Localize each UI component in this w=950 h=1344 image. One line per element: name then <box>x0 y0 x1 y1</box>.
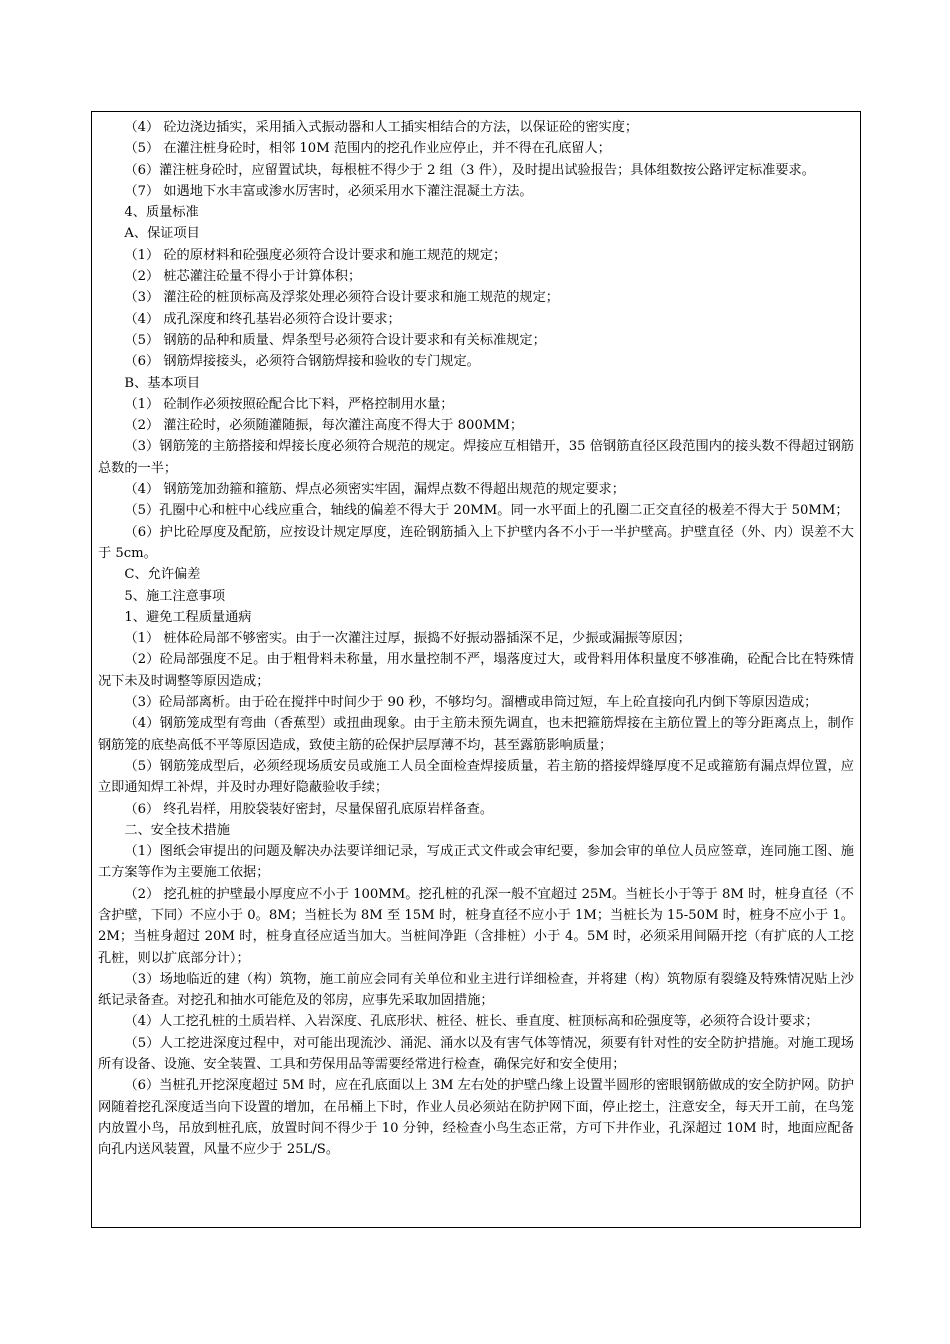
paragraph: （3）钢筋笼的主筋搭接和焊接长度必须符合规范的规定。焊接应互相错开，35 倍钢筋直径区段范围内的接头数不得超过钢筋总数的一半； <box>98 439 854 476</box>
paragraph: （3）场地临近的建（构）筑物，施工前应会同有关单位和业主进行详细检查，并将建（构）筑物原有裂缝及特殊情况贴上沙纸记录备查。对挖孔和抽水可能危及的邻房，应事先采取加固措施； <box>98 971 854 1009</box>
paragraph: （6）护比砼厚度及配筋，应按设计规定厚度，连砼钢筋插入上下护壁内各不小于一半护壁高。护壁直径（外、内）误差不大于 5cm。 <box>98 524 854 561</box>
paragraph: （1） 桩体砼局部不够密实。由于一次灌注过厚，振捣不好振动器插深不足，少振或漏振等原因； <box>124 631 691 647</box>
paragraph: （6）灌注桩身砼时，应留置试块，每根桩不得少于 2 组（3 件），及时提出试验报告；具体组数按公路评定标准要求。 <box>124 162 815 178</box>
paragraph: （6） 钢筋焊接接头，必须符合钢筋焊接和验收的专门规定。 <box>124 354 480 370</box>
paragraph: （1）图纸会审提出的问题及解决办法要详细记录，写成正式文件或会审纪要，参加会审的单位人员应签章，连同施工图、施工方案等作为主要施工依据； <box>98 844 854 881</box>
subsection-heading: B、基本项目 <box>124 375 201 391</box>
paragraph: （4） 成孔深度和终孔基岩必须符合设计要求； <box>124 311 401 327</box>
paragraph: （5） 钢筋的品种和质量、焊条型号必须符合设计要求和有关标准规定； <box>124 332 546 348</box>
subsection-heading: A、保证项目 <box>124 226 200 242</box>
paragraph: （5）人工挖进深度过程中，对可能出现流沙、涌泥、涌水以及有害气体等情况，须要有针对性的安全防护措施。对施工现场所有设备、设施、安全装置、工具和劳保用品等需要经常进行检查，确保完好和安全使用； <box>98 1035 854 1073</box>
paragraph: （4） 钢筋笼加劲箍和箍筋、焊点必须密实牢固，漏焊点数不得超出规范的规定要求； <box>124 482 625 498</box>
paragraph: （2） 桩芯灌注砼量不得小于计算体积； <box>124 269 362 285</box>
paragraph: （1） 砼的原材料和砼强度必须符合设计要求和施工规范的规定； <box>124 247 507 263</box>
paragraph: （5） 在灌注桩身砼时，相邻 10M 范围内的挖孔作业应停止，并不得在孔底留人； <box>124 141 611 157</box>
paragraph: （7） 如遇地下水丰富或渗水厉害时，必须采用水下灌注混凝土方法。 <box>124 183 533 199</box>
paragraph: （4）钢筋笼成型有弯曲（香蕉型）或扭曲现象。由于主筋未预先调直，也未把箍筋焊接在主筋位置上的等分距离点上，制作钢筋笼的底垫高低不平等原因造成，致使主筋的砼保护层厚薄不均，甚至露筋影响质量； <box>98 716 854 753</box>
paragraph: （3） 灌注砼的桩顶标高及浮浆处理必须符合设计要求和施工规范的规定； <box>124 290 559 306</box>
paragraph: （4）人工挖孔桩的土质岩样、入岩深度、孔底形状、桩径、桩长、垂直度、桩顶标高和砼强度等，必须符合设计要求； <box>124 1014 819 1030</box>
paragraph: （2） 挖孔桩的护壁最小厚度应不小于 100MM。挖孔桩的孔深一般不宜超过 25M。当桩长小于等于 8M 时，桩身直径（不含护壁，下同）不应小于 0。8M；当桩长为 8M 至 15M 时，桩身直径不应小于 1M；当桩长为 15-50M 时，桩身不应小于 1。2M；当桩身超过 20M 时，桩身直径应适当加大。当桩间净距（含排桩）小于 4。5M 时，必须采用间隔开挖（有扩底的人工挖孔桩，则以扩底部分计）； <box>98 886 854 966</box>
section-heading: 二、安全技术措施 <box>124 822 230 838</box>
section-heading: 5、施工注意事项 <box>124 588 226 604</box>
paragraph: （2） 灌注砼时，必须随灌随振，每次灌注高度不得大于 800MM； <box>124 418 524 434</box>
paragraph: （3）砼局部离析。由于砼在搅拌中时间少于 90 秒，不够均匀。溜槽或串筒过短，车上砼直接向孔内倒下等原因造成； <box>124 695 818 711</box>
subsection-heading: 1、避免工程质量通病 <box>124 609 252 625</box>
document-frame <box>91 111 861 1228</box>
section-heading: 4、质量标准 <box>124 205 199 221</box>
subsection-heading: C、允许偏差 <box>124 567 201 583</box>
paragraph: （6）当桩孔开挖深度超过 5M 时，应在孔底面以上 3M 左右处的护壁凸缘上设置半圆形的密眼钢筋做成的安全防护网。防护网随着挖孔深度适当向下设置的增加，在吊桶上下时，作业人员必须站在防护网下面，停止挖土，注意安全，每天开工前，在鸟笼内放置小鸟，吊放到桩孔底，放置时间不得少于 10 分钟，经检查小鸟生态正常，方可下井作业，孔深超过 10M 时，地面应配备向孔内送风装置，风量不应少于 25L/S。 <box>98 1078 854 1158</box>
paragraph: （1） 砼制作必须按照砼配合比下料，严格控制用水量； <box>124 396 454 412</box>
paragraph: （4） 砼边浇边插实，采用插入式振动器和人工插实相结合的方法，以保证砼的密实度； <box>124 120 639 135</box>
document-body <box>98 117 854 1161</box>
paragraph: （6） 终孔岩样，用胶袋装好密封，尽量保留孔底原岩样备查。 <box>124 801 494 817</box>
paragraph: （5）钢筋笼成型后，必须经现场质安员或施工人员全面检查焊接质量，若主筋的搭接焊缝厚度不足或箍筋有漏点焊位置，应立即通知焊工补焊，并及时办理好隐蔽验收手续； <box>98 758 854 796</box>
paragraph: （5）孔圈中心和桩中心线应重合，轴线的偏差不得大于 20MM。同一水平面上的孔圈二正交直径的极差不得大于 50MM； <box>124 503 849 519</box>
paragraph: （2）砼局部强度不足。由于粗骨料未称量，用水量控制不严，塌落度过大，或骨料用体积量度不够准确，砼配合比在特殊情况下未及时调整等原因造成； <box>98 652 854 689</box>
